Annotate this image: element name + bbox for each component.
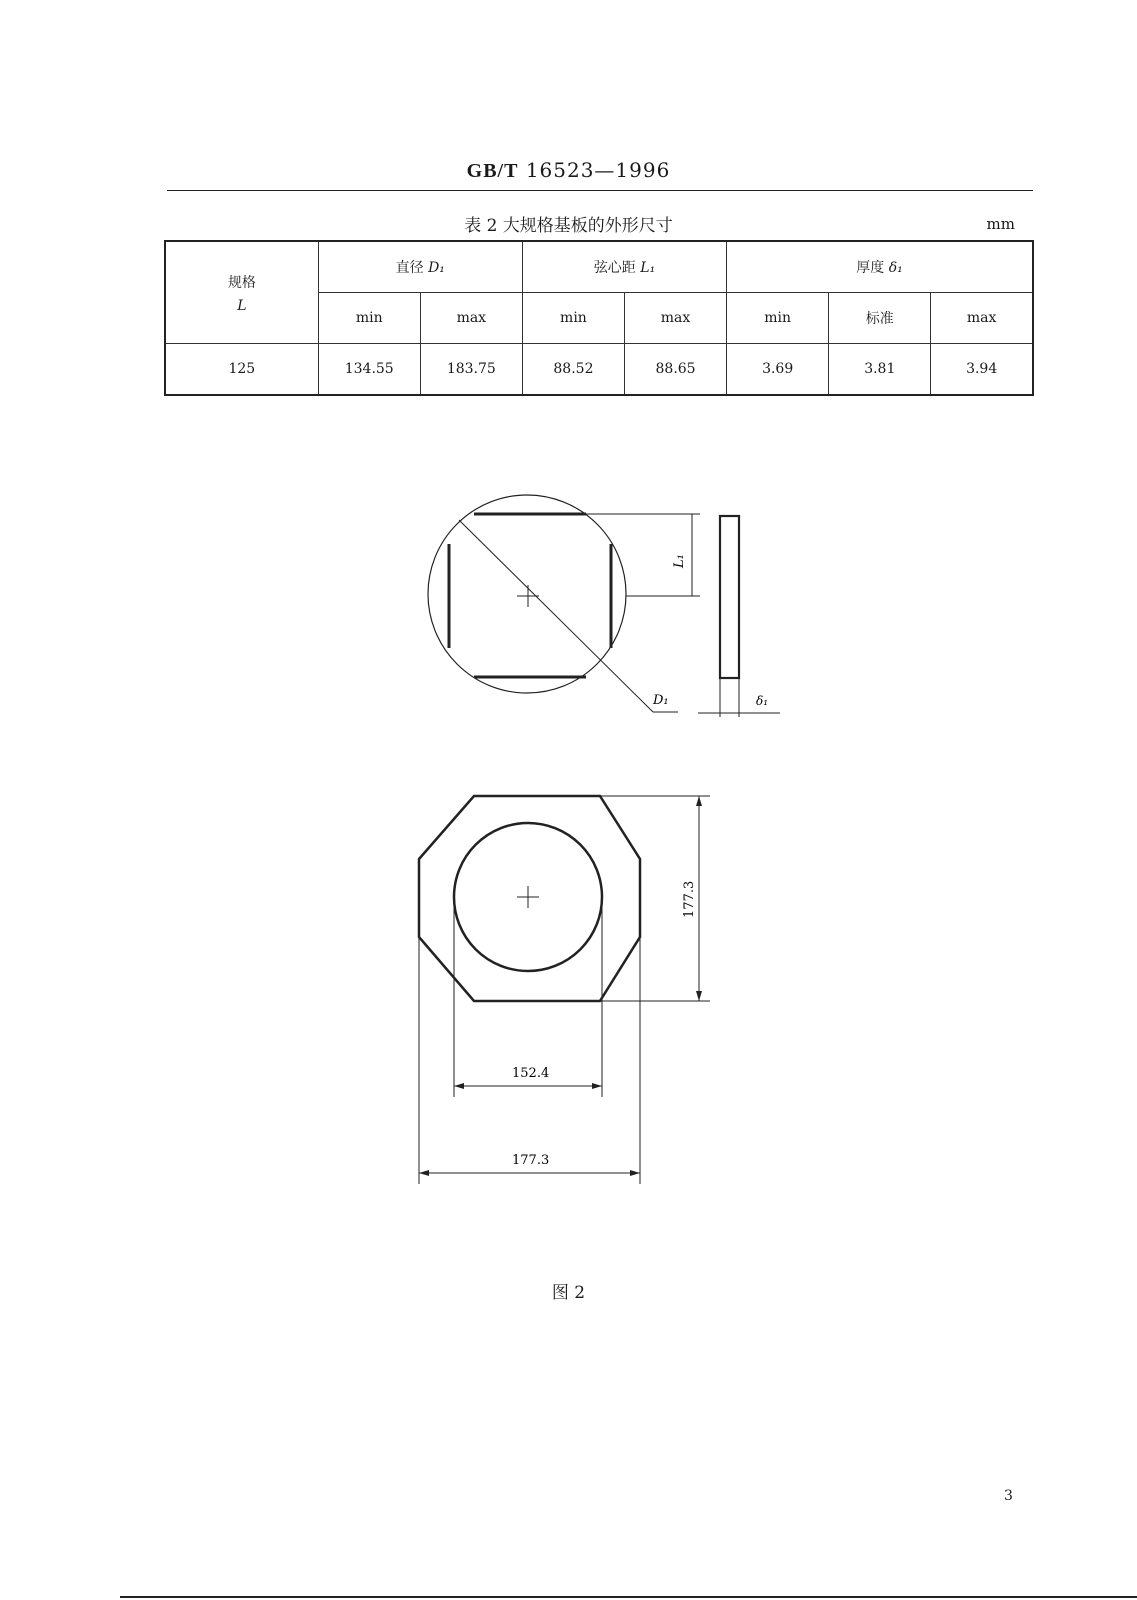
standard-prefix: GB/T [466,160,519,182]
subheader-cell: 标准 [829,293,931,344]
cell-l-max: 88.65 [625,344,727,396]
table-caption: 表 2 大规格基板的外形尺寸 [464,216,673,236]
arrowhead [630,1170,640,1176]
header-spec-label: 规格 [227,274,256,291]
arrowhead [419,1170,429,1176]
header-diameter-symbol: D₁ [428,260,445,276]
cell-spec: 125 [165,344,318,396]
subheader-cell: min [727,293,829,344]
arrowhead [592,1083,602,1089]
header-thickness-label: 厚度 [856,260,885,276]
arrowhead [696,796,702,806]
figure-caption: 图 2 [551,1283,586,1303]
subheader-cell: max [420,293,522,344]
arrowhead [696,991,702,1001]
header-chord-symbol: L₁ [640,260,656,276]
cell-t-max: 3.94 [931,344,1033,396]
header-thickness-symbol: δ₁ [888,260,903,276]
cell-l-min: 88.52 [522,344,624,396]
width-dim-label: 177.3 [512,1153,550,1168]
chord-label: L₁ [672,554,687,568]
thickness-label: δ₁ [756,694,769,708]
inner-dim-label: 152.4 [512,1066,550,1081]
header-spec-symbol: L [237,297,247,314]
table-unit: mm [986,215,1015,233]
arrowhead [454,1083,464,1089]
header-chord-label: 弦心距 [593,260,636,276]
subheader-cell: min [522,293,624,344]
header-diameter-label: 直径 [395,260,424,276]
cell-t-std: 3.81 [829,344,931,396]
cell-t-min: 3.69 [727,344,829,396]
cell-d-max: 183.75 [420,344,522,396]
page-number: 3 [1004,1488,1013,1504]
height-dim-label: 177.3 [682,880,697,918]
cell-d-min: 134.55 [318,344,420,396]
subheader-cell: max [625,293,727,344]
footer-rule [120,1596,1137,1598]
diameter-label: D₁ [653,693,669,708]
subheader-cell: max [931,293,1033,344]
subheader-cell: min [318,293,420,344]
standard-number: 16523—1996 [525,158,671,182]
